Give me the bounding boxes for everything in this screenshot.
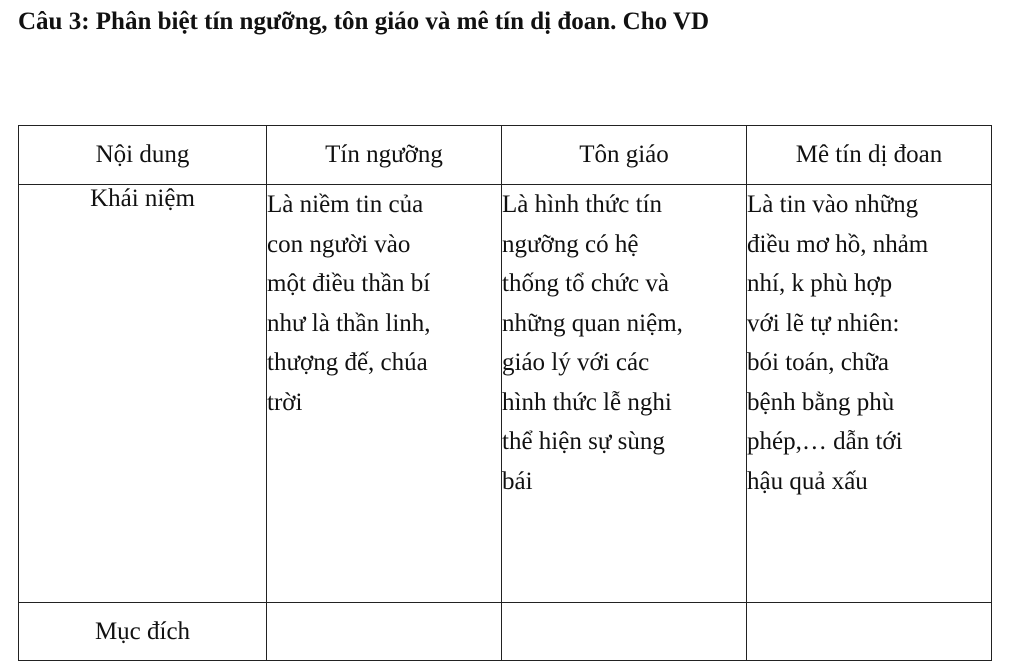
question-title: Câu 3: Phân biệt tín ngưỡng, tôn giáo và mê tín dị đoan. Cho VD [18, 8, 710, 35]
table-row-concept [19, 185, 992, 603]
text-line: giáo lý với các [502, 349, 650, 376]
text-line: thể hiện sự sùng [502, 428, 665, 455]
text-line: bái [502, 467, 533, 495]
text-line: ngưỡng có hệ [502, 230, 639, 258]
header-cell-belief: Tín ngưỡng [267, 126, 502, 185]
text-line: Là hình thức tín [502, 191, 663, 218]
header-cell-content: Nội dung [19, 126, 267, 185]
text-line: con người vào [267, 230, 411, 258]
text-line: hậu quả xấu [747, 467, 868, 495]
table-row-purpose [19, 603, 992, 661]
cell-superstition-concept [747, 185, 992, 603]
text-line: bệnh bằng phù [747, 388, 895, 416]
text-line: bói toán, chữa [747, 349, 889, 376]
comparison-table [18, 125, 992, 661]
text-line: điều mơ hồ, nhảm [747, 230, 929, 258]
text-line: với lẽ tự nhiên: [747, 309, 900, 337]
cell-superstition-purpose [747, 603, 992, 661]
cell-religion-concept [502, 185, 747, 603]
cell-belief-purpose [267, 603, 502, 661]
text-line: hình thức lễ nghi [502, 388, 672, 416]
header-cell-superstition: Mê tín dị đoan [747, 126, 992, 185]
cell-religion-purpose [502, 603, 747, 661]
cell-belief-concept [267, 185, 502, 603]
header-row [19, 126, 992, 185]
text-line: phép,… dẫn tới [747, 428, 903, 455]
text-line: một điều thần bí [267, 270, 431, 297]
text-line: Là niềm tin của [267, 191, 424, 218]
text-line: nhí, k phù hợp [747, 270, 893, 297]
text-line: Là tin vào những [747, 191, 919, 218]
text-line: như là thần linh, [267, 309, 431, 337]
text-line: trời [267, 388, 303, 416]
text-line: thống tổ chức và [502, 270, 669, 297]
text-line: những quan niệm, [502, 309, 683, 337]
text-line: thượng đế, chúa [267, 349, 428, 376]
row-label-purpose: Mục đích [19, 603, 267, 661]
row-label-concept: Khái niệm [19, 185, 267, 603]
header-cell-religion: Tôn giáo [502, 126, 747, 185]
